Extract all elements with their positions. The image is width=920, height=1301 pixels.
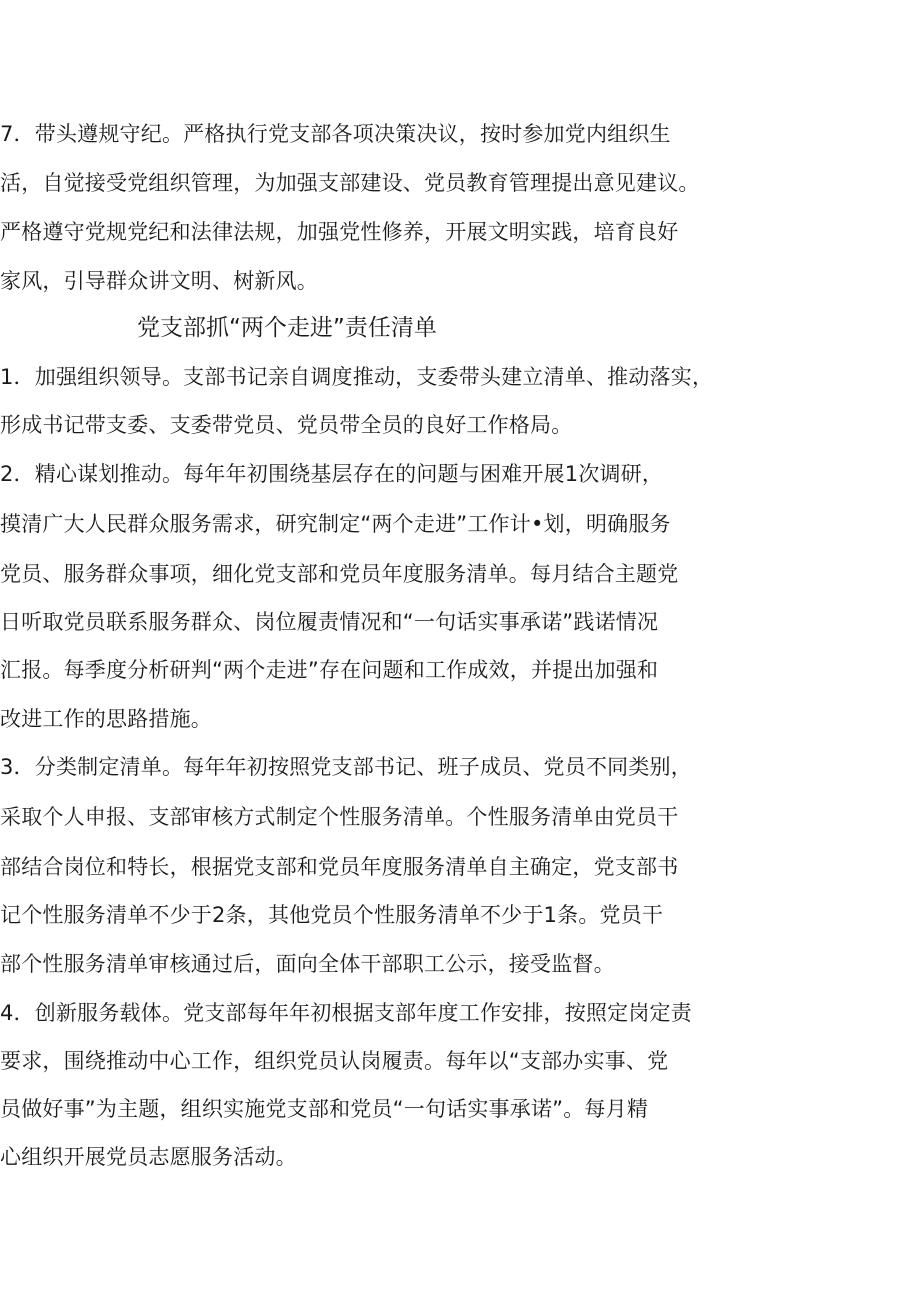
item2-line2: 摸清广大人民群众服务需求，研究制定“两个走进”工作计•划，明确服务	[0, 512, 671, 536]
para7-line1: 7．带头遵规守纪。严格执行党支部各项决策决议，按时参加党内组织生	[0, 122, 671, 146]
item4-line2: 要求，围绕推动中心工作，组织党员认岗履责。每年以“支部办实事、党	[0, 1049, 669, 1073]
item2-line5: 汇报。每季度分析研判“两个走进”存在问题和工作成效，并提出加强和	[0, 658, 659, 682]
item3-line4: 记个性服务清单不少于2条，其他党员个性服务清单不少于1条。党员干	[0, 903, 664, 927]
item2-line3: 党员、服务群众事项，细化党支部和党员年度服务清单。每月结合主题党	[0, 562, 679, 586]
item4-line3: 员做好事”为主题，组织实施党支部和党员“一句话实事承诺”。每月精	[0, 1097, 649, 1121]
section-title: 党支部抓“两个走进”责任清单	[137, 315, 437, 341]
item2-line4: 日听取党员联系服务群众、岗位履责情况和“一句话实事承诺”践诺情况	[0, 610, 659, 634]
item2-line1: 2．精心谋划推动。每年年初围绕基层存在的问题与困难开展1次调研，	[0, 462, 664, 486]
para7-line4: 家风，引导群众讲文明、树新风。	[0, 269, 318, 293]
item2-line6: 改进工作的思路措施。	[0, 707, 212, 731]
item3-line5: 部个性服务清单审核通过后，面向全体干部职工公示，接受监督。	[0, 952, 615, 976]
item3-line2: 采取个人申报、支部审核方式制定个性服务清单。个性服务清单由党员干	[0, 805, 679, 829]
para7-line2: 活，自觉接受党组织管理，为加强支部建设、党员教育管理提出意见建议。	[0, 171, 700, 195]
item1-line2: 形成书记带支委、支委带党员、党员带全员的良好工作格局。	[0, 413, 573, 437]
item3-line3: 部结合岗位和特长，根据党支部和党员年度服务清单自主确定，党支部书	[0, 855, 679, 879]
item3-line1: 3．分类制定清单。每年年初按照党支部书记、班子成员、党员不同类别，	[0, 755, 692, 779]
para7-line3: 严格遵守党规党纪和法律法规，加强党性修养，开展文明实践，培育良好	[0, 220, 679, 244]
item1-line1: 1．加强组织领导。支部书记亲自调度推动，支委带头建立清单、推动落实，	[0, 365, 714, 389]
item4-line4: 心组织开展党员志愿服务活动。	[0, 1145, 297, 1169]
item4-line1: 4．创新服务载体。党支部每年年初根据支部年度工作安排，按照定岗定责	[0, 1001, 692, 1025]
